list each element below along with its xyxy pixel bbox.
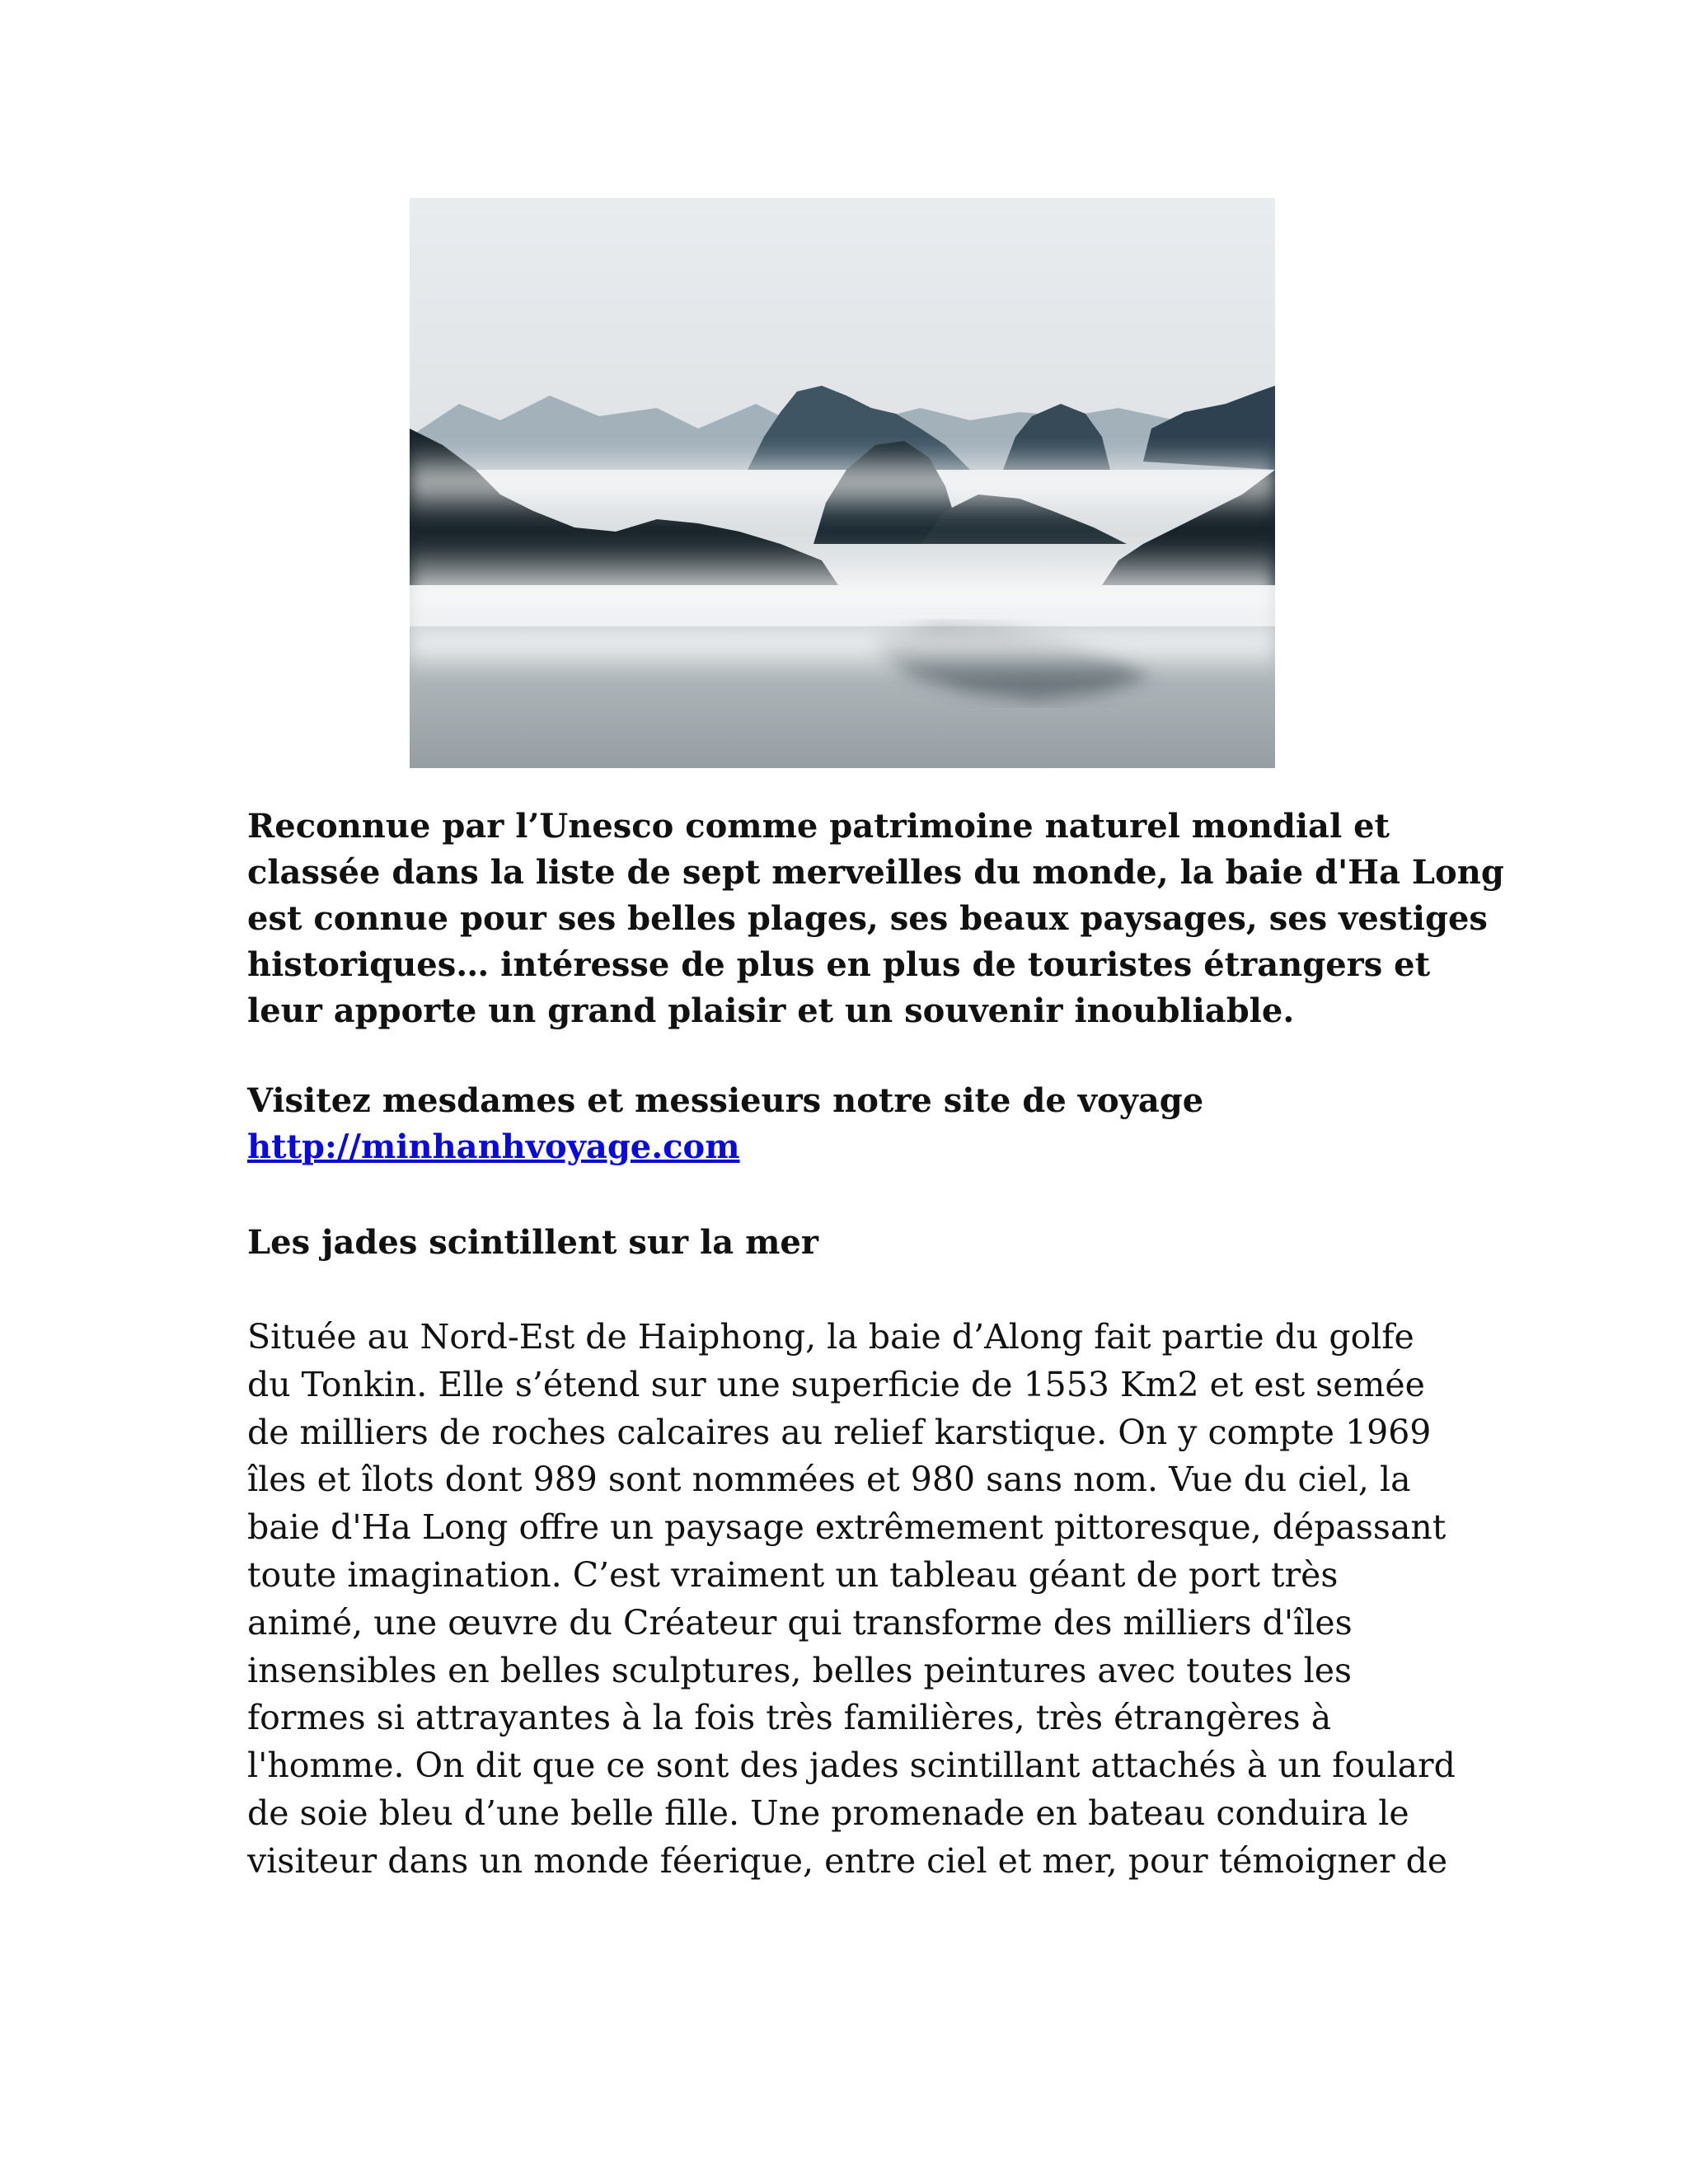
- body-line: toute imagination. C’est vraiment un tableau géant de port très: [247, 1554, 1339, 1595]
- website-link[interactable]: http://minhanhvoyage.com: [247, 1127, 740, 1166]
- intro-line: leur apporte un grand plaisir et un souvenir inoubliable.: [247, 991, 1295, 1030]
- body-paragraph: [247, 1314, 1456, 1886]
- intro-paragraph: [247, 804, 1504, 1034]
- body-line: îles et îlots dont 989 sont nommées et 980 sans nom. Vue du ciel, la: [247, 1460, 1411, 1500]
- body-line: formes si attrayantes à la fois très familières, très étrangères à: [247, 1698, 1332, 1738]
- intro-line: est connue pour ses belles plages, ses beaux paysages, ses vestiges: [247, 899, 1488, 938]
- landscape-image: [410, 198, 1275, 768]
- body-line: insensibles en belles sculptures, belles peintures avec toutes les: [247, 1650, 1353, 1690]
- body-line: du Tonkin. Elle s’étend sur une superficie de 1553 Km2 et est semée: [247, 1364, 1425, 1404]
- intro-line: historiques… intéresse de plus en plus de touristes étrangers et: [247, 945, 1431, 984]
- visit-text: Visitez mesdames et messieurs notre site de voyage: [247, 1081, 1204, 1120]
- body-line: de milliers de roches calcaires au relief karstique. On y compte 1969: [247, 1412, 1432, 1452]
- body-line: l'homme. On dit que ce sont des jades scintillant attachés à un foulard: [247, 1746, 1456, 1786]
- body-line: animé, une œuvre du Créateur qui transforme des milliers d'îles: [247, 1602, 1353, 1643]
- section-heading: Les jades scintillent sur la mer: [247, 1223, 818, 1262]
- visit-paragraph: [247, 1078, 1451, 1170]
- body-line: baie d'Ha Long offre un paysage extrêmement pittoresque, dépassant: [247, 1507, 1447, 1548]
- body-line: Située au Nord-Est de Haiphong, la baie d’Along fait partie du golfe: [247, 1317, 1414, 1357]
- misty-karst-mountains-photo: [410, 198, 1275, 768]
- body-line: visiteur dans un monde féerique, entre ciel et mer, pour témoigner de: [247, 1840, 1448, 1881]
- intro-line: classée dans la liste de sept merveilles du monde, la baie d'Ha Long: [247, 853, 1504, 892]
- intro-line: Reconnue par l’Unesco comme patrimoine naturel mondial et: [247, 807, 1390, 846]
- body-line: de soie bleu d’une belle fille. Une promenade en bateau conduira le: [247, 1793, 1409, 1833]
